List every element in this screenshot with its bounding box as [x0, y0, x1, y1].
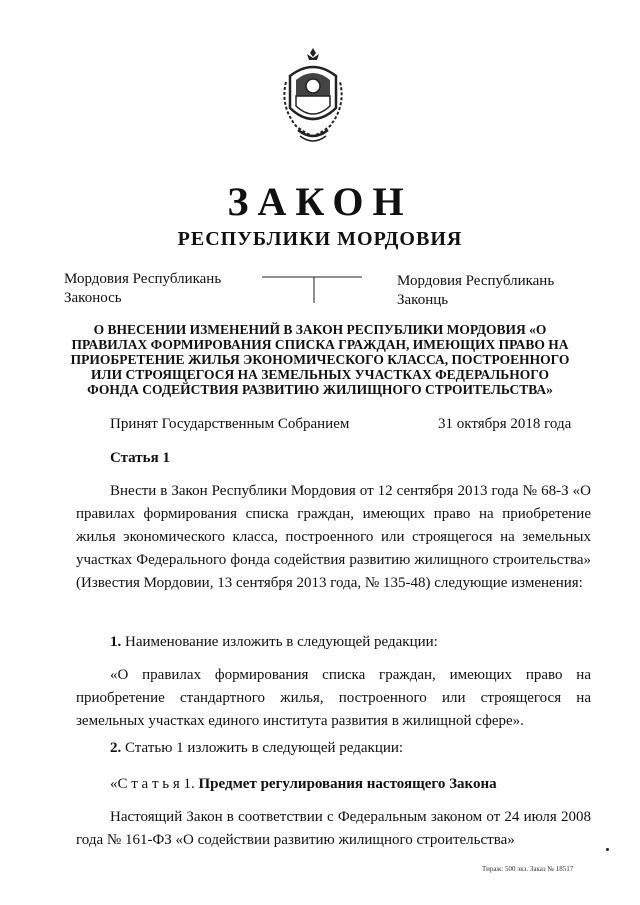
- scan-mark: [606, 848, 609, 851]
- item-1-text: Наименование изложить в следующей редакции:: [121, 634, 438, 650]
- header-divider: [262, 275, 362, 305]
- article-heading: Статья 1: [110, 450, 170, 466]
- item-1-number: 1.: [110, 634, 122, 650]
- law-title: О ВНЕСЕНИИ ИЗМЕНЕНИЙ В ЗАКОН РЕСПУБЛИКИ МОРДОВИЯ «О ПРАВИЛАХ ФОРМИРОВАНИЯ СПИСКА ГРАЖДАН, ИМЕЮЩИХ ПРАВО НА ПРИОБРЕТЕНИЕ ЖИЛЬЯ ЭКОНОМИЧЕСКОГО КЛАССА, ПОСТРОЕННОГО ИЛИ СТРОЯЩЕГОСЯ НА ЗЕМЕЛЬНЫХ УЧАСТКАХ ФЕДЕРАЛЬНОГО ФОНДА СОДЕЙСТВИЯ РАЗВИТИЮ ЖИЛИЩНОГО СТРОИТЕЛЬСТВА»: [70, 322, 570, 397]
- item-2: [110, 740, 403, 757]
- document-title: ЗАКОН: [227, 179, 413, 224]
- adopted-label: Принят Государственным Собранием: [110, 416, 350, 432]
- erzya-label-line1: Мордовия Республикань: [397, 273, 555, 289]
- print-run-footer: Тираж: 500 экз. Заказ № 18517: [482, 865, 574, 873]
- article-intro: Внести в Закон Республики Мордовия от 12 сентября 2013 года № 68-З «О правилах формирования списка граждан, имеющих право на приобретение жилья экономического класса, построенного или строящегося на земельных участках Федерального фонда содействия развитию жилищного строительства» (Известия Мордовии, 13 сентября 2013 года, № 135-48) следующие изменения:: [76, 483, 591, 591]
- coat-of-arms-icon: [276, 46, 350, 146]
- item-2-number: 2.: [110, 740, 122, 756]
- item-2-text: Статью 1 изложить в следующей редакции:: [121, 740, 404, 756]
- item-1: [110, 634, 438, 651]
- article-1-heading: [110, 776, 497, 793]
- adopted-date: 31 октября 2018 года: [438, 416, 572, 432]
- item-1-quote: «О правилах формирования списка граждан, имеющих право на приобретение стандартного жилья, построенного или строящегося на земельных участках единого института развития в жилищной сфере».: [76, 667, 591, 729]
- moksha-label-line2: Законось: [64, 290, 122, 306]
- article-1-body: Настоящий Закон в соответствии с Федеральным законом от 24 июля 2008 года № 161-ФЗ «О содействии развитию жилищного строительства»: [76, 809, 591, 848]
- document-subtitle: РЕСПУБЛИКИ МОРДОВИЯ: [177, 228, 463, 250]
- erzya-label: [397, 272, 554, 310]
- erzya-label-line2: Законць: [397, 292, 449, 308]
- moksha-label: [64, 270, 221, 308]
- article-1-heading-label: «С т а т ь я 1.: [110, 776, 195, 792]
- moksha-label-line1: Мордовия Республикань: [64, 271, 222, 287]
- article-1-heading-title: Предмет регулирования настоящего Закона: [194, 776, 497, 792]
